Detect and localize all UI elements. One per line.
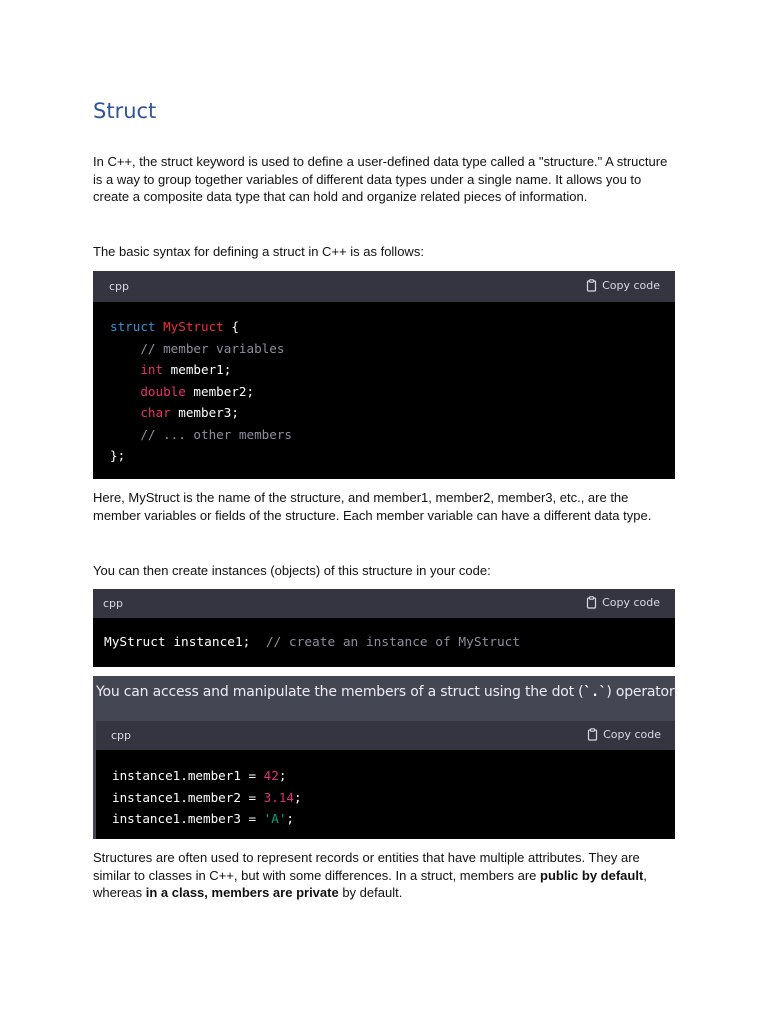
syntax-intro-paragraph: The basic syntax for defining a struct in C++ is as follows: bbox=[93, 244, 424, 259]
code-token-member: member3; bbox=[170, 405, 239, 420]
closing-paragraph bbox=[93, 849, 678, 902]
code-line bbox=[110, 381, 675, 403]
clipboard-icon bbox=[585, 279, 598, 292]
code-block-header bbox=[96, 721, 675, 750]
code-line bbox=[110, 445, 675, 467]
code-token-assign: instance1.member3 = bbox=[112, 811, 264, 826]
code-block-struct-definition bbox=[93, 271, 675, 479]
code-line bbox=[112, 808, 675, 830]
code-line bbox=[110, 316, 675, 338]
copy-code-label: Copy code bbox=[602, 279, 660, 292]
code-token-punct: ; bbox=[278, 768, 287, 783]
code-token-type: int bbox=[140, 362, 164, 377]
code-line bbox=[110, 338, 675, 360]
code-token-comment: // member variables bbox=[140, 340, 285, 356]
code-token-assign: instance1.member2 = bbox=[112, 789, 264, 805]
code-body bbox=[93, 618, 675, 654]
closing-text: , whereas bbox=[93, 867, 647, 901]
copy-code-label: Copy code bbox=[603, 728, 661, 741]
closing-text: Structures are often used to represent records or entities that have multiple attributes. They are similar to classes in C++, but with some differences. In a struct, members are bbox=[93, 850, 640, 883]
explanation-paragraph: Here, MyStruct is the name of the structure, and member1, member2, member3, etc., are the member variables or fields of the structure. Each member variable can have a different data type. bbox=[93, 490, 652, 523]
code-line bbox=[110, 402, 675, 424]
code-line bbox=[112, 787, 675, 809]
code-language-label: cpp bbox=[111, 729, 132, 742]
code-line bbox=[110, 359, 675, 381]
code-token-member: member2; bbox=[185, 383, 255, 399]
code-block-member-access bbox=[96, 721, 675, 839]
page-title: Struct bbox=[93, 99, 157, 123]
copy-code-button[interactable] bbox=[585, 596, 660, 609]
code-token-assign: instance1.member1 = bbox=[112, 768, 264, 783]
code-token-keyword: struct bbox=[110, 319, 156, 334]
code-token-punct: ; bbox=[286, 811, 294, 826]
code-line bbox=[112, 765, 675, 787]
code-token-struct-name: MyStruct bbox=[163, 319, 224, 334]
copy-code-button[interactable] bbox=[586, 728, 661, 741]
copy-code-label: Copy code bbox=[602, 596, 660, 609]
code-block-header bbox=[93, 589, 675, 618]
code-token-type: double bbox=[140, 383, 186, 399]
code-language-label: cpp bbox=[109, 280, 130, 293]
code-line bbox=[110, 424, 675, 446]
inline-code-dot: `.` bbox=[583, 685, 607, 700]
copy-code-button[interactable] bbox=[585, 279, 660, 292]
code-body bbox=[96, 750, 675, 830]
code-token-statement: MyStruct instance1; bbox=[104, 635, 251, 650]
code-token-comment: // create an instance of MyStruct bbox=[265, 635, 521, 650]
code-language-label: cpp bbox=[103, 597, 124, 610]
code-token-member: member1; bbox=[163, 362, 232, 377]
clipboard-icon bbox=[585, 596, 598, 609]
code-block-instance bbox=[93, 589, 675, 667]
code-token-punct: { bbox=[223, 319, 239, 334]
code-block-header bbox=[93, 271, 675, 302]
code-token-punct: ; bbox=[294, 789, 302, 805]
code-body bbox=[93, 302, 675, 467]
code-token-string: 'A' bbox=[263, 811, 287, 826]
access-intro-text: You can access and manipulate the members of a struct using the dot ( bbox=[96, 684, 584, 700]
code-token-type: char bbox=[140, 405, 171, 420]
code-token-number: 42 bbox=[263, 768, 279, 783]
chat-response-panel bbox=[93, 676, 679, 839]
clipboard-icon bbox=[586, 728, 599, 741]
code-token-number: 3.14 bbox=[263, 789, 294, 805]
access-intro-sentence bbox=[96, 684, 679, 700]
instances-intro-paragraph: You can then create instances (objects) of this structure in your code: bbox=[93, 563, 491, 578]
closing-text: by default. bbox=[338, 885, 403, 901]
intro-paragraph: In C++, the struct keyword is used to define a user-defined data type called a "structure." A structure is a way to group together variables of different data types under a single name. It allows you to create a composite data type that can hold and organize related pieces of information. bbox=[93, 154, 668, 205]
code-token-punct: }; bbox=[110, 448, 126, 463]
access-intro-text-end: ) operator: bbox=[606, 684, 679, 700]
code-token-comment: // ... other members bbox=[140, 426, 292, 442]
closing-bold-private: in a class, members are private bbox=[145, 885, 339, 901]
closing-bold-public: public by default bbox=[540, 867, 644, 883]
